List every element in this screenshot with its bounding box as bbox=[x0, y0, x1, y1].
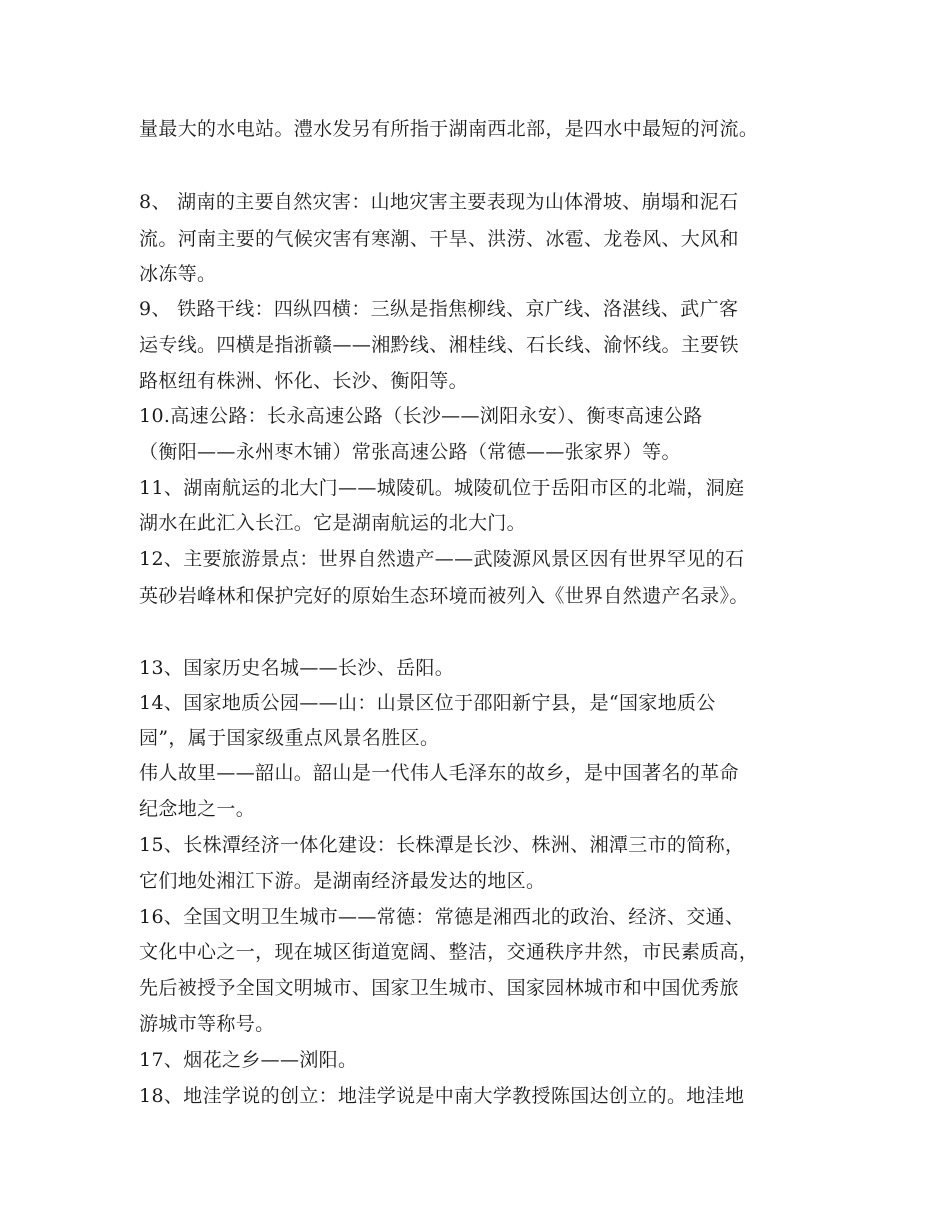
text-line: 17、烟花之乡——浏阳。 bbox=[139, 1049, 358, 1071]
text-line: 游城市等称号。 bbox=[139, 1013, 275, 1035]
text-line: 9、 铁路干线：四纵四横：三纵是指焦柳线、京广线、洛湛线、武广客 bbox=[139, 298, 739, 320]
text-line: 它们地处湘江下游。是湖南经济最发达的地区。 bbox=[139, 870, 546, 892]
text-line: 15、长株潭经济一体化建设：长株潭是长沙、株洲、湘潭三市的简称， bbox=[139, 834, 745, 856]
text-line: 18、地洼学说的创立：地洼学说是中南大学教授陈国达创立的。地洼地 bbox=[139, 1085, 745, 1107]
text-line: 11、湖南航运的北大门——城陵矶。城陵矶位于岳阳市区的北端，洞庭 bbox=[139, 477, 745, 499]
text-line: 纪念地之一。 bbox=[139, 798, 256, 820]
text-line: 流。河南主要的气候灾害有寒潮、干旱、洪涝、冰雹、龙卷风、大风和 bbox=[139, 228, 739, 250]
text-line: 16、全国文明卫生城市——常德：常德是湘西北的政治、经济、交通、 bbox=[139, 906, 745, 928]
text-line: 英砂岩峰林和保护完好的原始生态环境而被列入《世界自然遗产名录》。 bbox=[139, 585, 749, 607]
text-line: （衡阳——永州枣木铺）常张高速公路（常德——张家界）等。 bbox=[139, 441, 681, 463]
text-line: 伟人故里——韶山。韶山是一代伟人毛泽东的故乡，是中国著名的革命 bbox=[139, 762, 739, 784]
text-line: 运专线。四横是指浙赣——湘黔线、湘桂线、石长线、渝怀线。主要铁 bbox=[139, 334, 739, 356]
text-line: 10.高速公路：长永高速公路（长沙——浏阳永安）、衡枣高速公路 bbox=[139, 405, 703, 427]
text-line: 文化中心之一，现在城区街道宽阔、整洁，交通秩序井然，市民素质高， bbox=[139, 941, 759, 963]
text-line: 路枢纽有株洲、怀化、长沙、衡阳等。 bbox=[139, 370, 468, 392]
text-line: 12、主要旅游景点：世界自然遗产——武陵源风景区因有世界罕见的石 bbox=[139, 548, 745, 570]
text-line: 先后被授予全国文明城市、国家卫生城市、国家园林城市和中国优秀旅 bbox=[139, 977, 739, 999]
text-line: 园”，属于国家级重点风景名胜区。 bbox=[139, 727, 440, 749]
text-line: 冰冻等。 bbox=[139, 263, 217, 285]
text-line: 13、国家历史名城——长沙、岳阳。 bbox=[139, 657, 455, 679]
text-line: 8、 湖南的主要自然灾害：山地灾害主要表现为山体滑坡、崩塌和泥石 bbox=[139, 191, 739, 213]
text-line: 湖水在此汇入长江。它是湖南航运的北大门。 bbox=[139, 512, 527, 534]
text-line: 14、国家地质公园——山：山景区位于邵阳新宁县，是“国家地质公 bbox=[139, 692, 716, 714]
text-line: 量最大的水电站。澧水发另有所指于湖南西北部，是四水中最短的河流。 bbox=[139, 118, 759, 140]
